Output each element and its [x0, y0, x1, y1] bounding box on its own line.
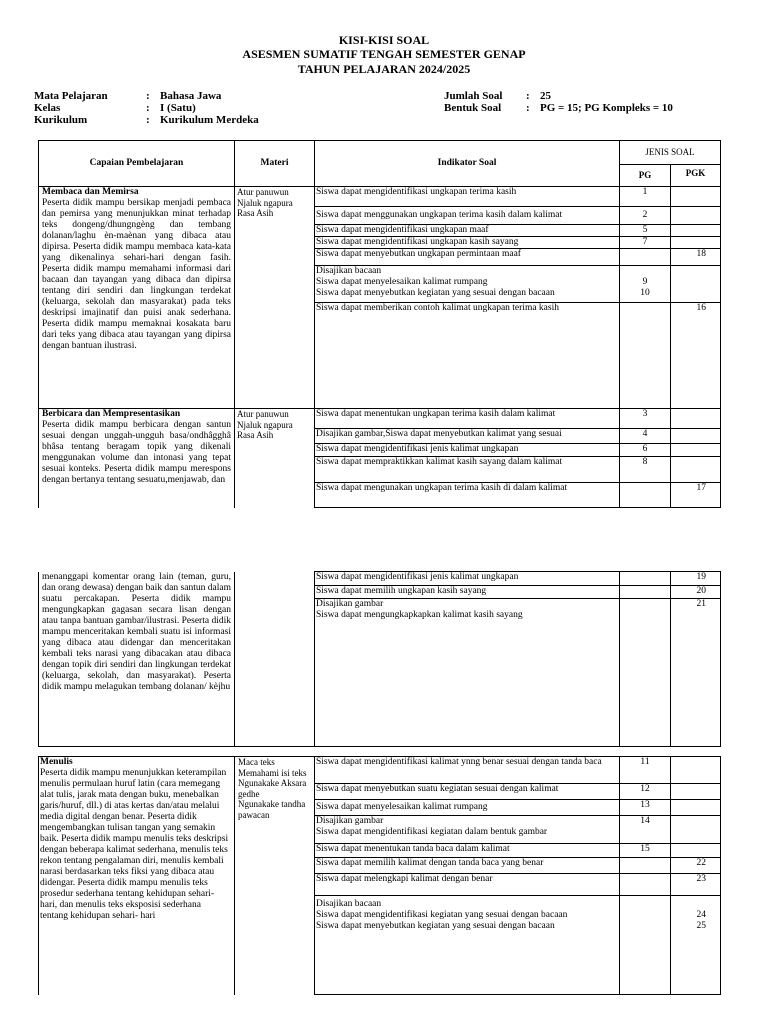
pgk-number: 20	[671, 586, 721, 599]
cp-text: Peserta didik mampu berbicara dengan santun sesuai dengan unggah-ungguh basa/ondhâgghâ bhâsa tentang beragam topik yang dikenali menggunakan volume dan intonasi yang tepat sesuai konteks. Peserta didik mampu merespons dengan bertanya tentang sesuatu,menjawab, dan	[42, 420, 231, 485]
grid-table-page2	[38, 571, 721, 747]
pg-number: 6	[620, 444, 671, 457]
meta-value: 25	[540, 90, 551, 102]
meta-colon: :	[146, 90, 150, 102]
pg-number: 2	[620, 207, 671, 225]
header-pgk: PGK	[671, 165, 721, 187]
meta-colon: :	[526, 90, 530, 102]
grid-table-page1	[38, 140, 721, 508]
materi-item: Njaluk ngapura	[237, 197, 293, 208]
pg-number	[620, 303, 671, 409]
pgk-number	[671, 225, 721, 237]
pgk-number: 18	[671, 249, 721, 266]
pgk-line: 25	[696, 921, 706, 931]
indicator: Siswa dapat mempraktikkan kalimat kasih sayang dalam kalimat	[315, 457, 620, 483]
pgk-number	[671, 266, 721, 303]
indicator	[315, 816, 620, 844]
materi-menulis	[235, 757, 315, 995]
meta-label: Jumlah Soal	[444, 90, 503, 102]
pgk-number	[671, 816, 721, 844]
indicator: Siswa dapat melengkapi kalimat dengan benar	[315, 874, 620, 896]
meta-value: I (Satu)	[160, 102, 196, 114]
pg-number: 8	[620, 457, 671, 483]
pg-number	[620, 483, 671, 508]
pg-number: 4	[620, 429, 671, 444]
doc-subtitle: ASESMEN SUMATIF TENGAH SEMESTER GENAP	[242, 47, 526, 61]
doc-year: TAHUN PELAJARAN 2024/2025	[297, 62, 471, 76]
materi-item: Maca teks	[238, 757, 275, 767]
pgk-line	[672, 899, 706, 910]
indicator: Siswa dapat menyebutkan suatu kegiatan sesuai dengan kalimat	[315, 784, 620, 800]
pg-line	[621, 266, 669, 277]
cp-text: Peserta didik mampu bersikap menjadi pembaca dan pemirsa yang menunjukkan minat terhadap teks dongeng/dhungngèng dan tembang dolanan/laghu èn-maènan yang dibaca atau dipirsa. Peserta didik mampu membaca kata-kata yang dikenalinya sehari-hari dengan fasih. Peserta didik mampu memahami informasi dari bacaan dan tayangan yang dibaca dan dipirsa tentang diri sendiri dan lingkungan terdekat (keluarga, sekolah dan masyarakat) pada teks deskripsi imajinatif dan puisi anak sederhana. Peserta didik mampu memaknai kosakata baru dari teks yang dibaca atau tayangan yang dipirsa dengan bantuan ilustrasi.	[42, 198, 231, 351]
doc-title: KISI-KISI SOAL	[338, 33, 430, 47]
pg-number	[620, 858, 671, 874]
materi-item: Memahami isi teks	[238, 767, 307, 778]
pg-number: 14	[620, 816, 671, 844]
cp-text: Peserta didik mampu menunjukkan keterampilan menulis permulaan huruf latin (cara memegang alat tulis, jarak mata dengan buku, menebalkan garis/huruf, dll.) di atas kertas dan/atau melalui media digital dengan benar. Peserta didik mengembangkan tulisan tangan yang semakin baik. Peserta didik mampu menulis teks deskripsi dengan beberapa kalimat sederhana, menulis teks rekon tentang pengalaman diri, menulis kembali narasi berdasarkan teks fiksi yang dibaca atau didengar. Peserta didik mampu menulis teks prosedur sederhana tentang kehidupan sehari-hari, dan menulis teks eksposisi sederhana tentang kehidupan sehari- hari	[40, 768, 229, 921]
indicator-line: Disajikan gambar	[316, 599, 384, 609]
pg-number: 7	[620, 237, 671, 249]
indicator-line: Siswa dapat menyebutkan kegiatan yang sesuai dengan bacaan	[316, 288, 555, 298]
materi-membaca	[235, 187, 315, 409]
materi-item: Njaluk ngapura	[237, 419, 293, 430]
indicator: Siswa dapat menyebutkan ungkapan permintaan maaf	[315, 249, 620, 266]
pgk-number: 19	[671, 572, 721, 586]
materi-item: Ngunakake Aksara gedhe	[238, 778, 307, 799]
cp-berbicara-cont	[39, 572, 235, 747]
indicator: Siswa dapat menentukan tanda baca dalam kalimat	[315, 844, 620, 858]
indicator: Siswa dapat mengidentifikasi ungkapan terima kasih	[315, 187, 620, 207]
indicator-line: Disajikan bacaan	[316, 266, 382, 276]
meta-left	[34, 90, 334, 130]
meta-colon: :	[146, 114, 150, 126]
indicator-line: Siswa dapat mengidentifikasi kegiatan yang sesuai dengan bacaan	[316, 910, 568, 920]
pg-number	[620, 896, 671, 995]
indicator: Disajikan gambar,Siswa dapat menyebutkan kalimat yang sesuai	[315, 429, 620, 444]
indicator: Siswa dapat menyelesaikan kalimat rumpang	[315, 800, 620, 816]
meta-colon: :	[146, 102, 150, 114]
indicator: Siswa dapat mengidentifikasi ungkapan kasih sayang	[315, 237, 620, 249]
pgk-number	[671, 457, 721, 483]
indicator: Siswa dapat mengunakan ungkapan terima kasih di dalam kalimat	[315, 483, 620, 508]
table-row	[39, 757, 721, 784]
meta-value: PG = 15; PG Kompleks = 10	[540, 102, 673, 114]
pg-number	[620, 249, 671, 266]
indicator	[315, 266, 620, 303]
pgk-number	[671, 207, 721, 225]
grid-table-menulis	[38, 756, 721, 995]
pgk-number	[671, 896, 721, 995]
meta-value: Bahasa Jawa	[160, 90, 222, 102]
header-cp: Capaian Pembelajaran	[39, 141, 235, 187]
header-jenis: JENIS SOAL	[620, 141, 721, 165]
indicator: Siswa dapat memilih kalimat dengan tanda baca yang benar	[315, 858, 620, 874]
table-header-row	[39, 141, 721, 165]
pgk-number	[671, 237, 721, 249]
indicator-line: Siswa dapat menyelesaikan kalimat rumpang	[316, 277, 488, 287]
indicator-line: Siswa dapat menyebutkan kegiatan yang sesuai dengan bacaan	[316, 921, 555, 931]
table-row	[39, 572, 721, 586]
indicator: Siswa dapat memilih ungkapan kasih sayang	[315, 586, 620, 599]
meta-label: Bentuk Soal	[444, 102, 502, 114]
materi-item: Rasa Asih	[237, 208, 274, 218]
pg-number	[620, 572, 671, 586]
pg-number: 11	[620, 757, 671, 784]
pgk-number	[671, 409, 721, 429]
pg-number: 13	[620, 800, 671, 816]
pgk-number: 22	[671, 858, 721, 874]
materi-item: Rasa Asih	[237, 430, 274, 440]
table-row	[39, 409, 721, 429]
materi-item: Atur panuwun	[237, 409, 289, 419]
materi-berbicara-cont	[235, 572, 315, 747]
pg-number	[620, 586, 671, 599]
indicator: Siswa dapat menggunakan ungkapan terima kasih dalam kalimat	[315, 207, 620, 225]
indicator: Siswa dapat mengidentifikasi ungkapan maaf	[315, 225, 620, 237]
pgk-line: 24	[696, 910, 706, 920]
pg-number	[620, 266, 671, 303]
indicator: Siswa dapat memberikan contoh kalimat ungkapan terima kasih	[315, 303, 620, 409]
meta-value: Kurikulum Merdeka	[160, 114, 259, 126]
pgk-number	[671, 429, 721, 444]
header-indikator: Indikator Soal	[315, 141, 620, 187]
pg-line: 9	[642, 277, 648, 287]
pgk-number	[671, 800, 721, 816]
pgk-number: 16	[671, 303, 721, 409]
pg-number	[620, 874, 671, 896]
header-materi: Materi	[235, 141, 315, 187]
indicator-line: Siswa dapat mengungkapkapkan kalimat kasih sayang	[316, 610, 523, 620]
pgk-number	[671, 784, 721, 800]
pgk-number: 23	[671, 874, 721, 896]
indicator: Siswa dapat mengidentifikasi jenis kalimat ungkapan	[315, 444, 620, 457]
indicator-line: Disajikan bacaan	[316, 899, 382, 909]
indicator-line: Disajikan gambar	[316, 816, 384, 826]
cp-title: Menulis	[40, 757, 73, 767]
table-row	[39, 187, 721, 207]
cp-membaca	[39, 187, 235, 409]
pg-number: 15	[620, 844, 671, 858]
pg-number: 1	[620, 187, 671, 207]
meta-label: Kurikulum	[34, 114, 88, 126]
cp-text: menanggapi komentar orang lain (teman, guru, dan orang dewasa) dengan baik dan santun dalam suatu percakapan. Peserta didik mampu mengungkapkan gagasan secara lisan dengan atau tanpa bantuan gambar/ilustrasi. Peserta didik mampu menceritakan kembali suatu isi informasi yang dibaca atau didengar dan menceritakan kembali teks narasi yang dibacakan atau dibaca dengan topik diri sendiri dan lingkungan terdekat (keluarga, sekolah, dan masyarakat). Peserta didik mampu melagukan tembang dolanan/ kèjhu	[42, 571, 231, 692]
cp-title: Berbicara dan Mempresentasikan	[42, 409, 181, 419]
pgk-number	[671, 844, 721, 858]
pgk-number	[671, 444, 721, 457]
pg-line: 10	[640, 288, 650, 298]
header-pg: PG	[620, 165, 671, 187]
indicator: Siswa dapat mengidentifikasi kalimat ynng benar sesuai dengan tanda baca	[315, 757, 620, 784]
pg-number: 12	[620, 784, 671, 800]
pg-number	[620, 599, 671, 747]
cp-berbicara	[39, 409, 235, 508]
indicator-line: Siswa dapat mengidentifikasi kegiatan dalam bentuk gambar	[316, 827, 548, 837]
cp-title: Membaca dan Memirsa	[42, 187, 139, 197]
meta-label: Mata Pelajaran	[34, 90, 108, 102]
pgk-number: 21	[671, 599, 721, 747]
indicator: Siswa dapat mengidentifikasi jenis kalimat ungkapan	[315, 572, 620, 586]
pg-number: 5	[620, 225, 671, 237]
materi-item: Atur panuwun	[237, 187, 289, 197]
materi-item: Ngunakake tandha pawacan	[238, 799, 306, 820]
pgk-number	[671, 187, 721, 207]
pg-number: 3	[620, 409, 671, 429]
materi-berbicara	[235, 409, 315, 508]
pgk-number	[671, 757, 721, 784]
meta-colon: :	[526, 102, 530, 114]
cp-menulis	[39, 757, 235, 995]
indicator: Siswa dapat menentukan ungkapan terima kasih dalam kalimat	[315, 409, 620, 429]
pgk-number: 17	[671, 483, 721, 508]
meta-right	[444, 90, 734, 118]
indicator	[315, 599, 620, 747]
indicator	[315, 896, 620, 995]
meta-label: Kelas	[34, 102, 61, 114]
